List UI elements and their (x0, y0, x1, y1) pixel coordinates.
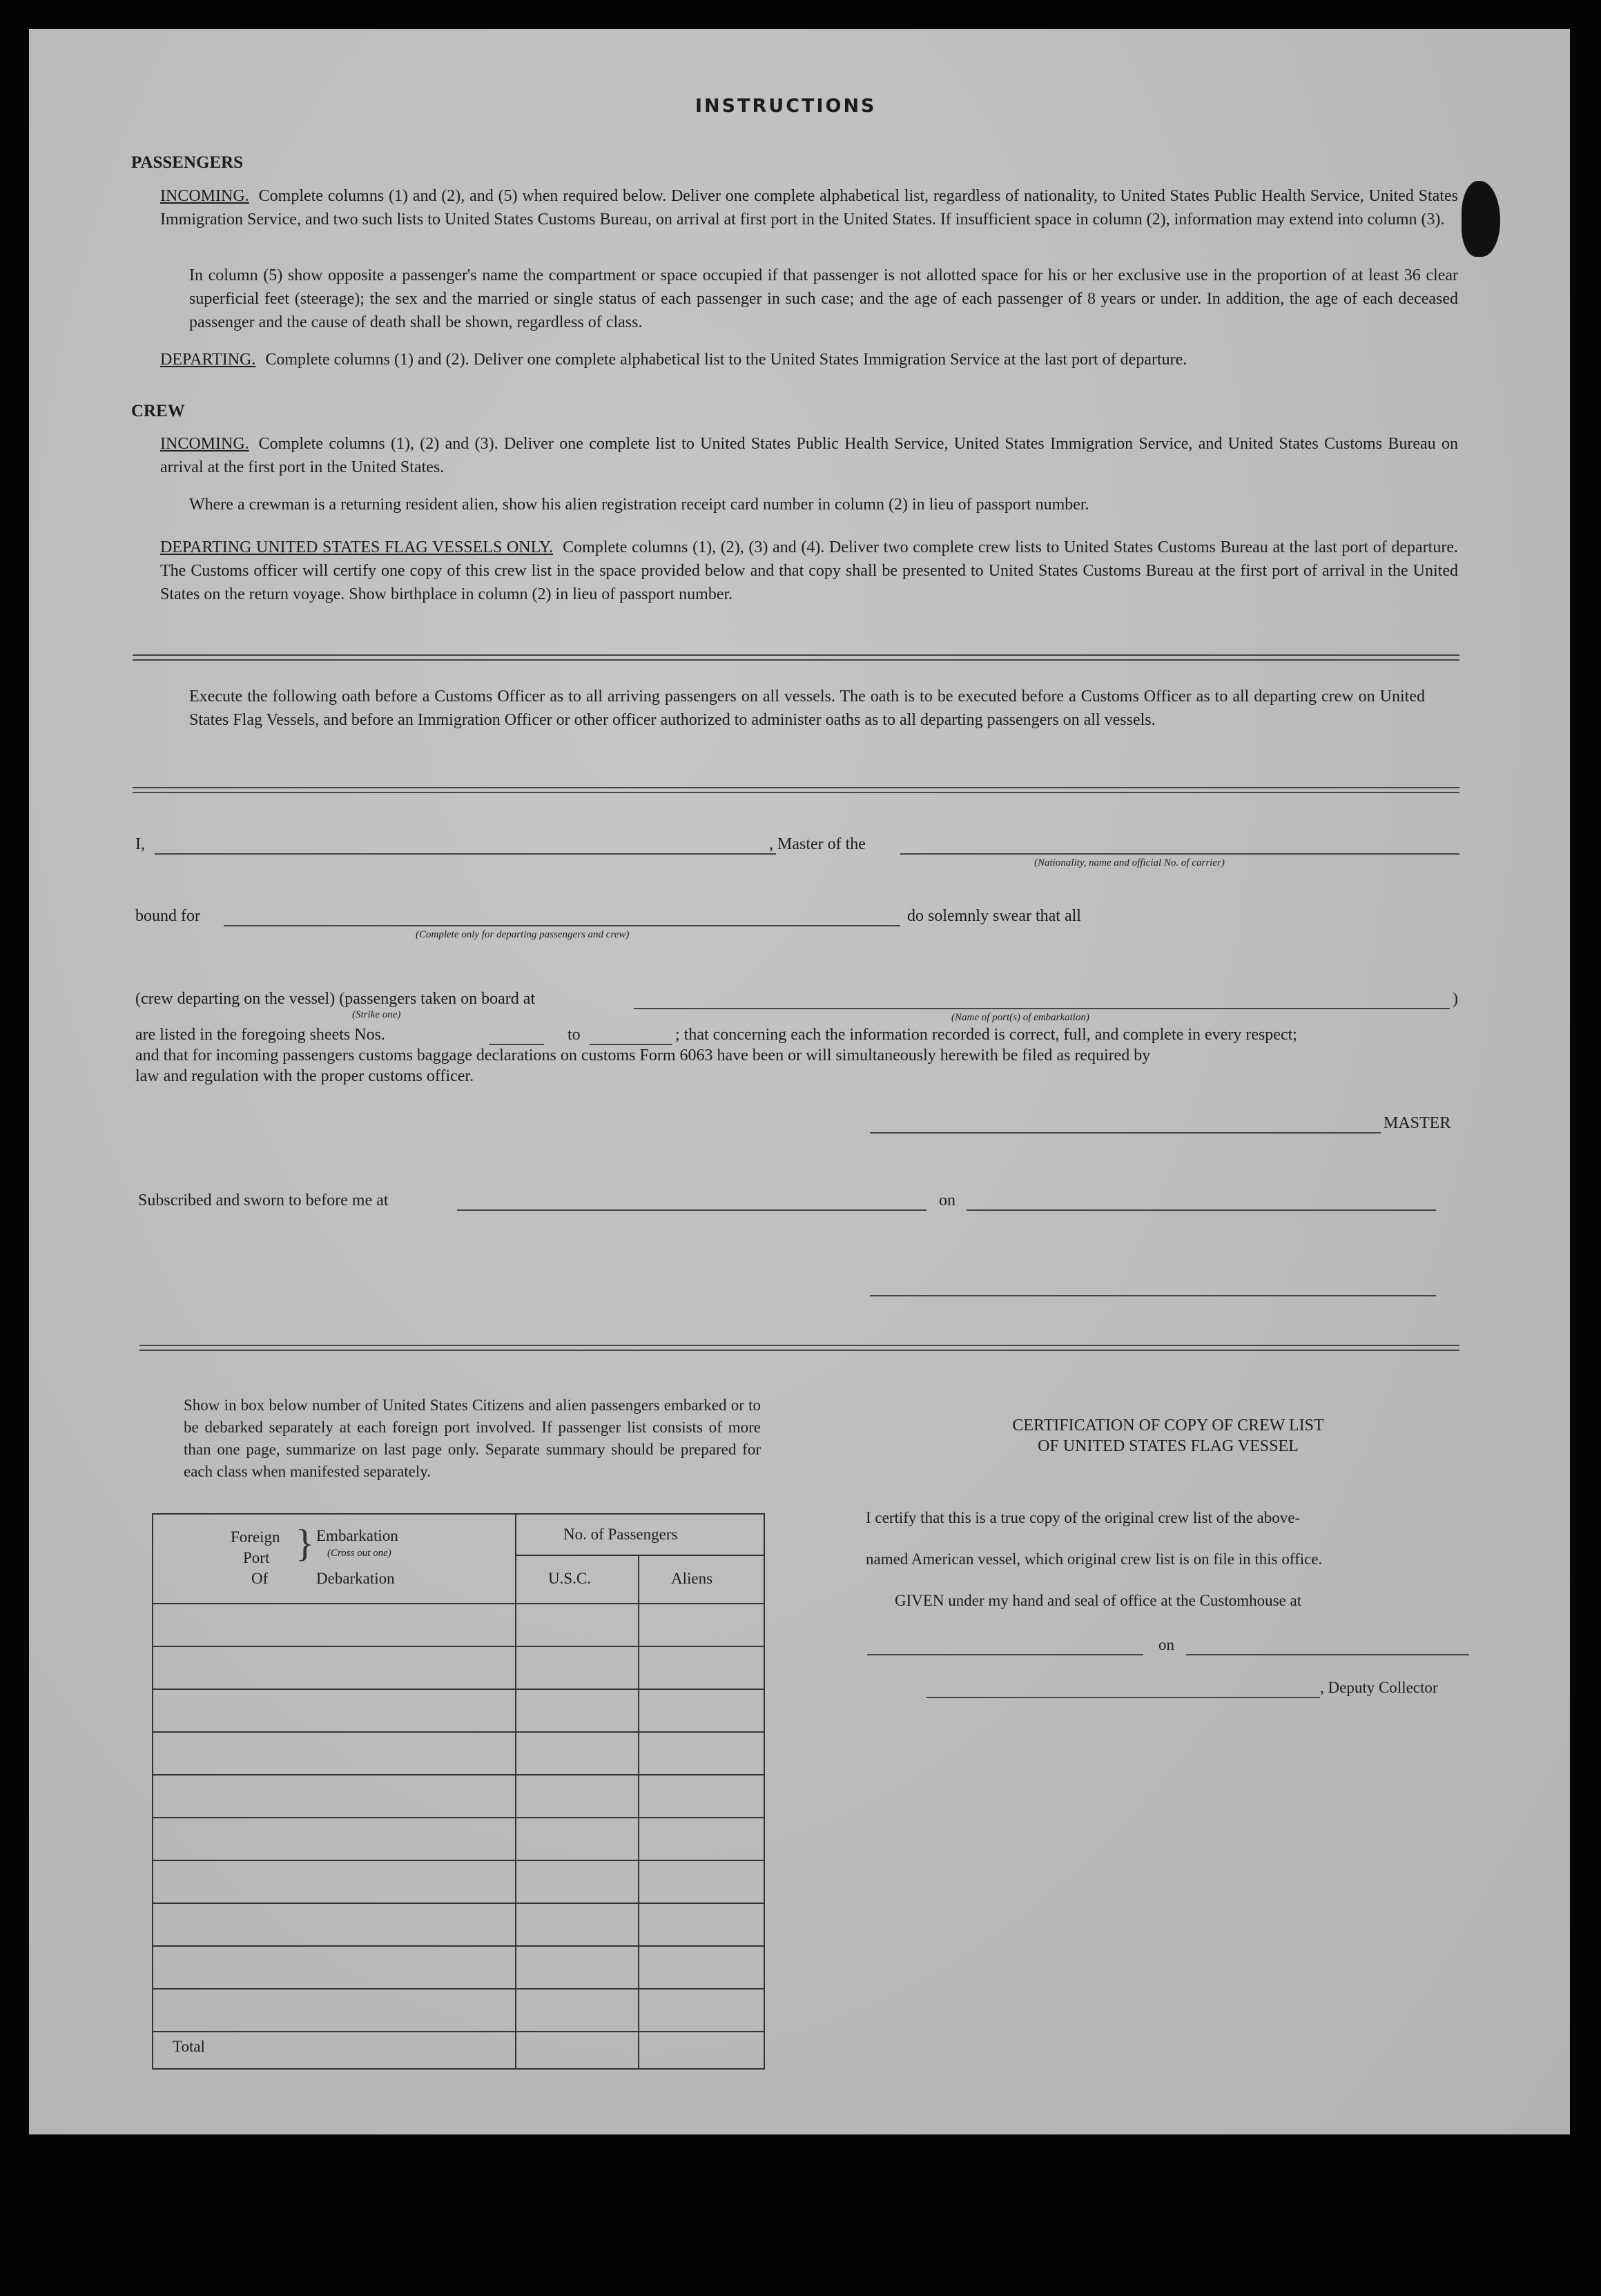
table-row-rule (152, 2031, 764, 2032)
section-divider-2 (133, 787, 1459, 793)
oath-to: to (567, 1026, 581, 1044)
deputy-signature-field[interactable] (926, 1697, 1320, 1698)
crew-heading: CREW (131, 402, 185, 420)
summary-instructions: Show in box below number of United States Citizens and alien passengers embarked or to be debarked separately at each foreign port involved. If passenger list consists of more than one page, summarize on last page only. Separate summary should be prepared for each class when manifested separately. (184, 1397, 761, 1480)
col-embarkation: Embarkation (316, 1527, 398, 1544)
embarkation-port-field[interactable] (634, 1008, 1450, 1009)
passengers-incoming (160, 184, 1458, 231)
oath-line3: and that for incoming passengers customs baggage declarations on customs Form 6063 have been or will simultaneously herewith be filed as required by (135, 1047, 1151, 1064)
customhouse-field[interactable] (867, 1654, 1143, 1655)
table-row-rule (152, 1646, 764, 1647)
crew-incoming-label: INCOMING. (160, 435, 249, 453)
passengers-departing (160, 348, 1458, 371)
col-cross-out: (Cross out one) (327, 1548, 391, 1559)
table-row-rule (152, 1945, 764, 1947)
officer-signature-field[interactable] (870, 1295, 1436, 1296)
table-col-divider-2 (638, 1555, 639, 2068)
nationality-caption: (Nationality, name and official No. of carrier) (1034, 857, 1225, 868)
col-foreign: Foreign (231, 1528, 280, 1546)
form-sheet (29, 29, 1570, 2134)
table-subheader-rule (515, 1555, 764, 1556)
bleed-through-header (1196, 70, 1201, 91)
certification-line3: GIVEN under my hand and seal of office at the Customhouse at (895, 1592, 1302, 1609)
oath-line4: law and regulation with the proper customs officer. (135, 1067, 474, 1085)
table-row-rule (152, 1603, 764, 1604)
crew-departing-text: Complete columns (1), (2), (3) and (4). Deliver two complete crew lists to United States Customs Bureau at the last port of departure. The Customs officer will certify one copy of this crew list in the space provided below and that copy shall be presented to United States Customs Bureau at the first port of arrival in the United States on the return voyage. Show birthplace in column (2) in lieu of passport number. (160, 538, 1458, 603)
oath-that-concerning: ; that concerning each the information recorded is correct, full, and complete in every respect; (675, 1026, 1297, 1044)
certification-line1: I certify that this is a true copy of the original crew list of the above- (866, 1509, 1301, 1526)
oath-i-label: I, (135, 835, 145, 853)
table-total-label: Total (173, 2038, 205, 2055)
brace-icon: } (295, 1522, 314, 1565)
table-row-rule (152, 1774, 764, 1775)
bound-caption: (Complete only for departing passengers and crew) (416, 929, 630, 940)
crew-incoming (160, 432, 1458, 479)
table-row-rule (152, 1731, 764, 1733)
passengers-incoming-label: INCOMING. (160, 187, 249, 205)
col-port: Port (243, 1549, 270, 1566)
section-divider-1 (133, 654, 1459, 661)
oath-listed-in: are listed in the foregoing sheets Nos. (135, 1026, 385, 1044)
table-row-rule (152, 1988, 764, 1989)
close-paren: ) (1453, 990, 1458, 1008)
certification-date-field[interactable] (1186, 1654, 1469, 1655)
crew-alien-text: Where a crewman is a returning resident alien, show his alien registration receipt card number in column (2) in lieu of passport number. (189, 496, 1089, 514)
sworn-on-date-field[interactable] (967, 1209, 1436, 1211)
certification-title-2: OF UNITED STATES FLAG VESSEL (1038, 1437, 1299, 1455)
certification-title-1: CERTIFICATION OF COPY OF CREW LIST (1012, 1417, 1324, 1434)
col-aliens: Aliens (671, 1570, 713, 1587)
passenger-summary-table (152, 1513, 765, 2070)
section-divider-3 (139, 1345, 1459, 1351)
ink-blot (1462, 181, 1500, 257)
oath-subscribed: Subscribed and sworn to before me at (138, 1191, 389, 1209)
table-col-divider-1 (515, 1513, 516, 2068)
col-usc: U.S.C. (548, 1570, 591, 1587)
passengers-heading: PASSENGERS (131, 153, 244, 172)
oath-bound-for: bound for (135, 907, 200, 925)
crew-incoming-text: Complete columns (1), (2) and (3). Deliver one complete list to United States Public Health Service, United States Immigration Service, and United States Customs Bureau on arrival at the first port in the United States. (160, 435, 1458, 476)
sworn-at-field[interactable] (457, 1209, 926, 1211)
certification-line2: named American vessel, which original crew list is on file in this office. (866, 1550, 1323, 1568)
carrier-field[interactable] (900, 853, 1459, 855)
passengers-incoming-text: Complete columns (1) and (2), and (5) when required below. Deliver one complete alphabetical list, regardless of nationality, to United States Public Health Service, United States Immigration Service, and two such lists to United States Customs Bureau, on arrival at first port in the United States. If insufficient space in column (2), information may extend into column (3). (160, 187, 1458, 228)
passengers-departing-label: DEPARTING. (160, 351, 256, 369)
crew-departing-label: DEPARTING UNITED STATES FLAG VESSELS ONLY. (160, 538, 554, 556)
embarkation-caption: (Name of port(s) of embarkation) (951, 1012, 1089, 1023)
certification-on: on (1158, 1636, 1174, 1653)
col-of: Of (251, 1570, 269, 1587)
page-title: INSTRUCTIONS (695, 95, 877, 117)
col-debarkation: Debarkation (316, 1570, 395, 1587)
passengers-column5-text: In column (5) show opposite a passenger's name the compartment or space occupied if that passenger is not allotted space for his or her exclusive use in the proportion of at least 36 clear superficial feet (steerage); the sex and the married or single status of each passenger in such case; and the age of each passenger of 8 years or under. In addition, the age of each deceased passenger and the cause of death shall be shown, regardless of class. (189, 266, 1458, 331)
table-row-rule (152, 1860, 764, 1861)
crew-departing (160, 536, 1458, 606)
master-label: MASTER (1384, 1114, 1451, 1132)
sheet-to-field[interactable] (590, 1044, 672, 1045)
oath-master-of-the: , Master of the (769, 835, 866, 853)
passengers-departing-text: Complete columns (1) and (2). Deliver one complete alphabetical list to the United States Immigration Service at the last port of departure. (265, 351, 1187, 369)
oath-crew-departing: (crew departing on the vessel) (passengers taken on board at (135, 990, 536, 1008)
table-row-rule (152, 1817, 764, 1818)
oath-intro: Execute the following oath before a Customs Officer as to all arriving passengers on all vessels. The oath is to be executed before a Customs Officer as to all departing crew on United States Flag Vessels, and before an Immigration Officer or other officer authorized to administer oaths as to all departing passengers on all vessels. (189, 688, 1425, 729)
oath-swear: do solemnly swear that all (907, 907, 1081, 925)
sheet-from-field[interactable] (489, 1044, 544, 1045)
master-name-field[interactable] (155, 853, 776, 855)
col-no-passengers: No. of Passengers (563, 1526, 678, 1543)
strike-caption: (Strike one) (352, 1009, 401, 1020)
master-signature-field[interactable] (870, 1132, 1381, 1134)
table-row-rule (152, 1903, 764, 1904)
deputy-collector-label: , Deputy Collector (1320, 1679, 1438, 1696)
table-row-rule (152, 1689, 764, 1690)
oath-on: on (939, 1191, 955, 1209)
bound-for-field[interactable] (224, 925, 900, 926)
